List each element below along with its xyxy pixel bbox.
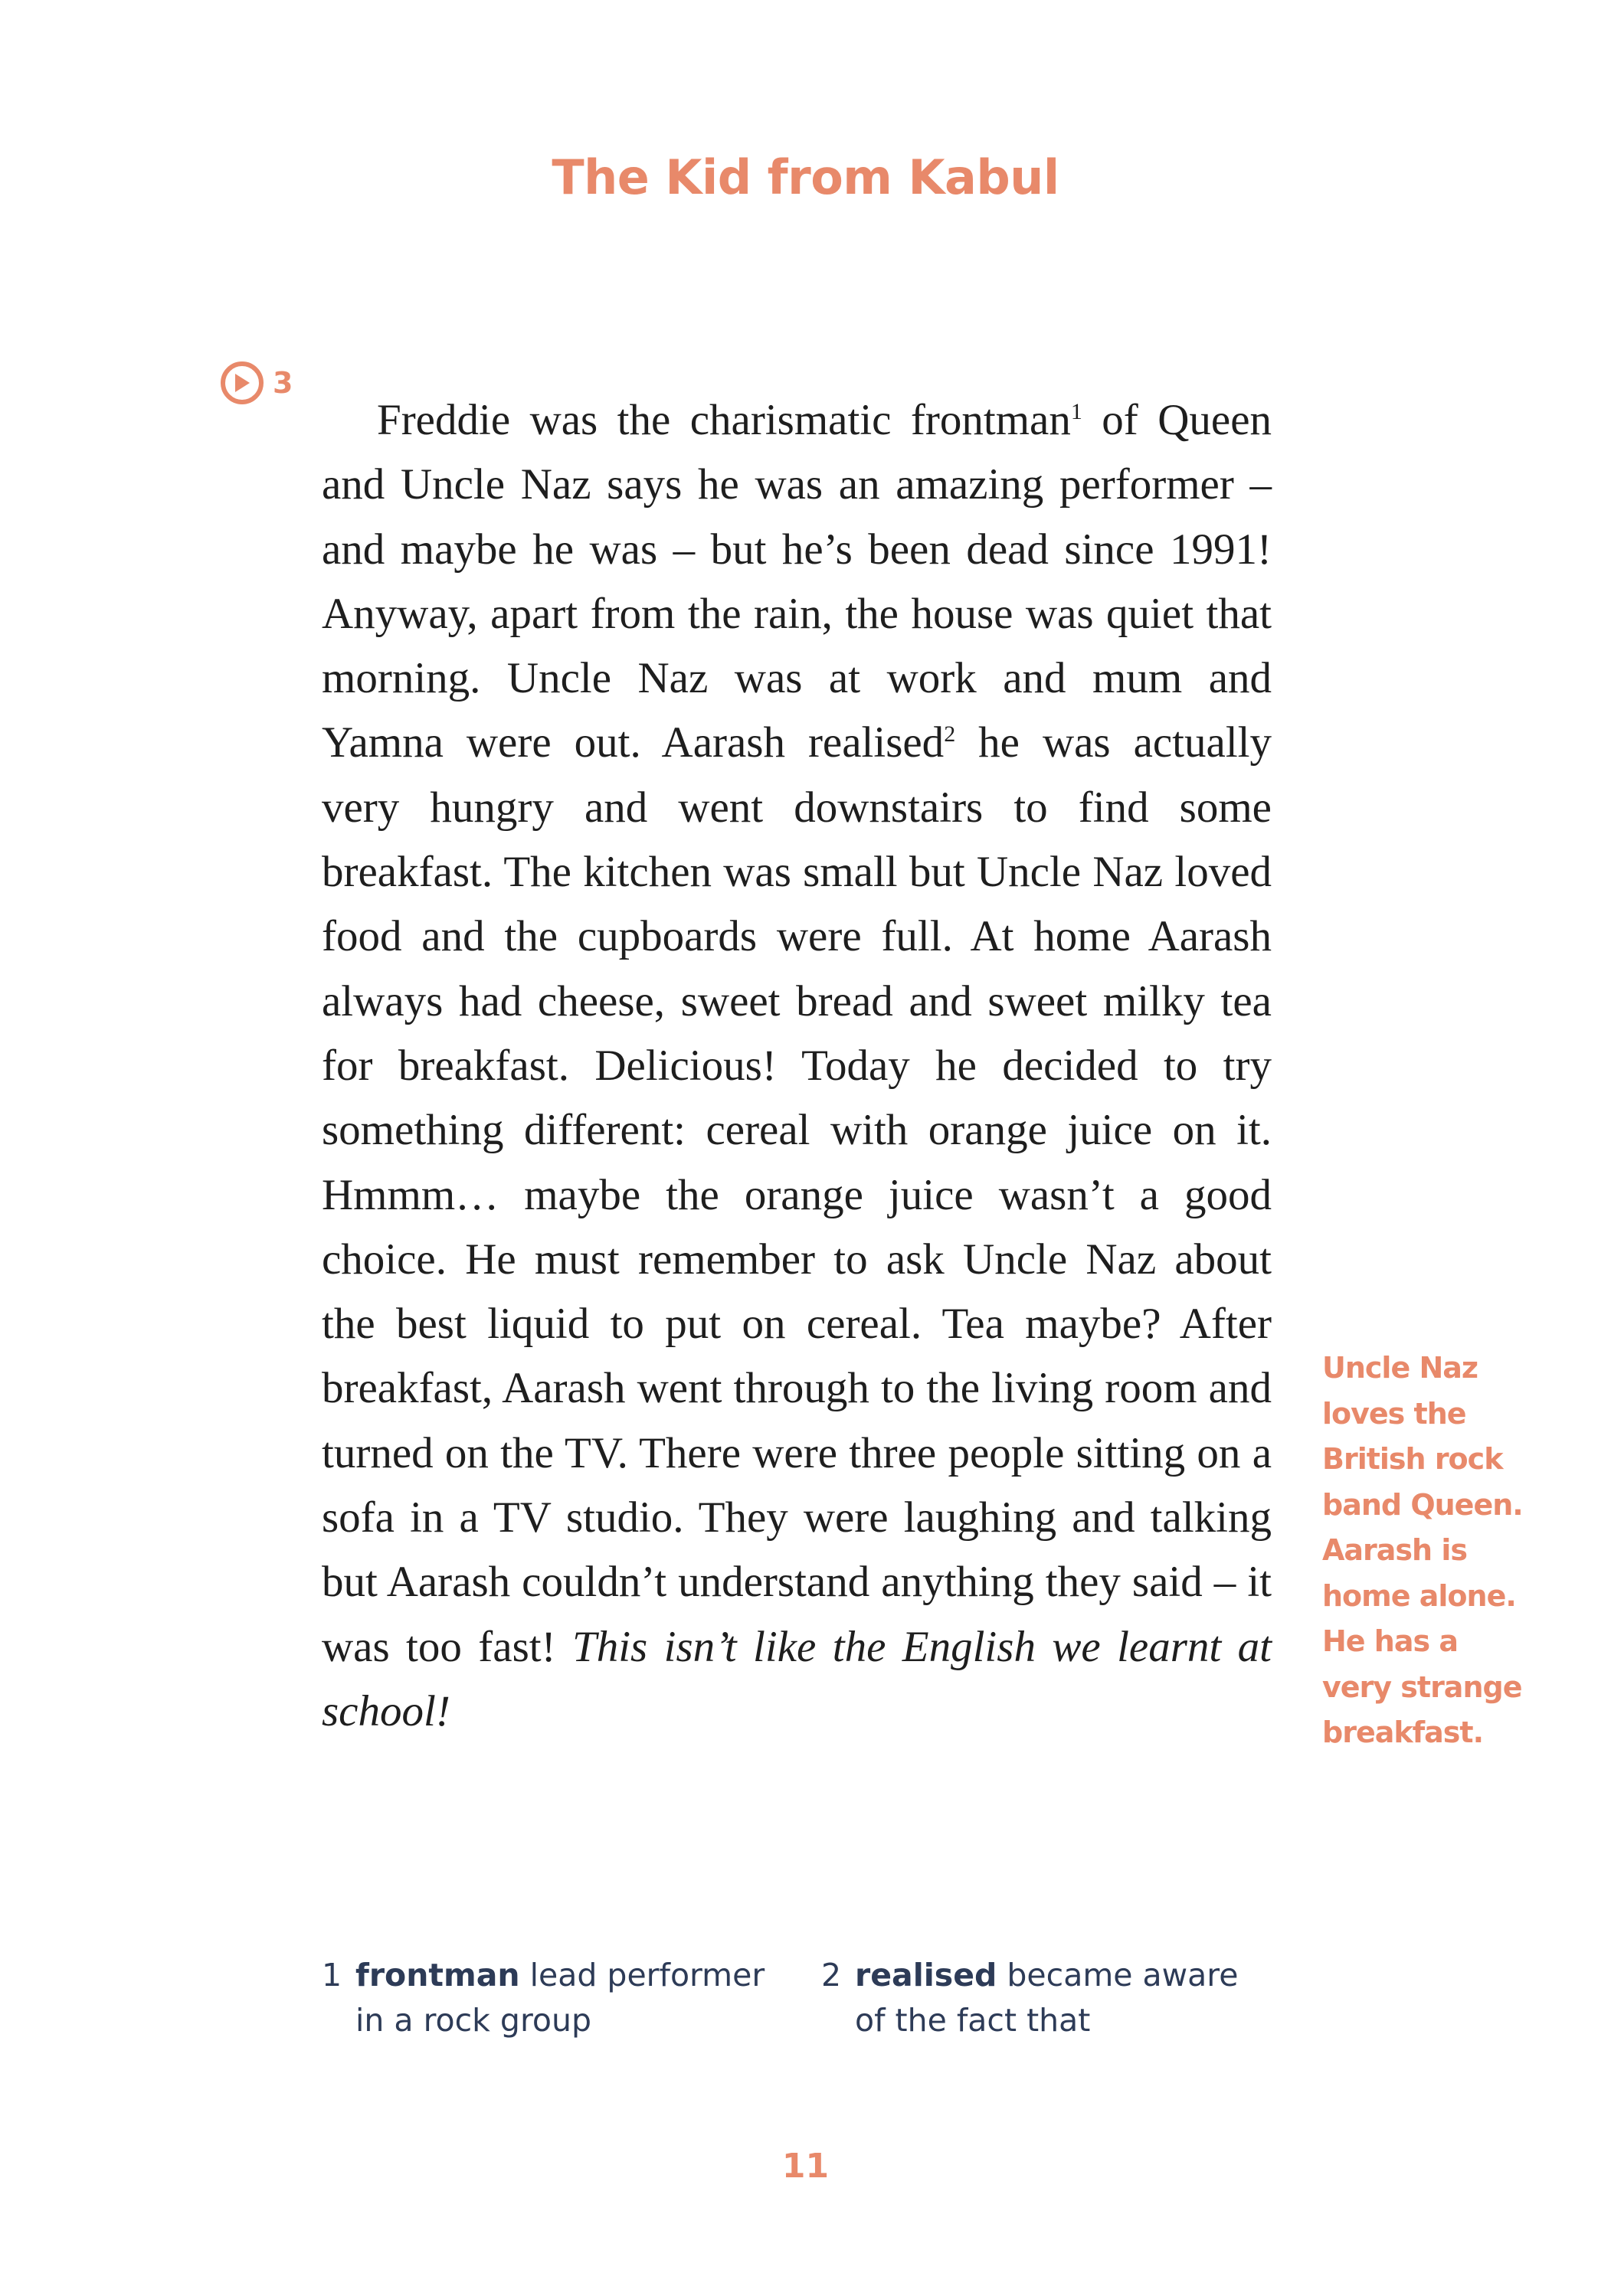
play-triangle-icon <box>234 373 250 393</box>
sidenote-line: breakfast. <box>1322 1715 1484 1749</box>
footnote-1 <box>322 1953 781 2043</box>
story-paragraph <box>322 388 1272 1744</box>
footnote-text <box>355 1953 781 2043</box>
sidenote-line: loves the <box>1322 1396 1466 1431</box>
chapter-title: The Kid from Kabul <box>552 149 1059 205</box>
sidenote-line: very strange <box>1322 1670 1522 1704</box>
margin-summary-note <box>1322 1346 1544 1756</box>
audio-track-marker[interactable] <box>221 361 293 404</box>
footnote-text <box>855 1953 1250 2043</box>
sidenote-line: British rock <box>1322 1442 1503 1476</box>
footnote-term: frontman <box>355 1957 520 1993</box>
sidenote-line: Aarash is <box>1322 1533 1467 1567</box>
footnote-definition: became aware of the fact that <box>855 1957 1239 2039</box>
sidenote-line: Uncle Naz <box>1322 1351 1478 1385</box>
body-segment-2: of Queen and Uncle Naz says he was an amazing performer – and maybe he was – but he’s been dead since 1991! Anyway, apart from the rain, the house was quiet that morning. Uncle Naz was at work and mum and Yamna were out. Aarash realised <box>322 396 1272 767</box>
footnote-number: 1 <box>322 1957 342 1993</box>
footnote-number: 2 <box>821 1957 842 1993</box>
play-circle-icon[interactable] <box>221 361 264 404</box>
footnote-2 <box>821 1953 1250 2043</box>
sidenote-line: band Queen. <box>1322 1487 1523 1522</box>
page-number: 11 <box>781 2147 830 2186</box>
body-segment-3: he was actually very hungry and went downstairs to find some breakfast. The kitchen was small but Uncle Naz loved food and the cupboards were full. At home Aarash always had cheese, sweet bread and sweet milky tea for breakfast. Delicious! Today he decided to try something different: cereal with orange juice on it. Hmmm… maybe the orange juice wasn’t a good choice. He must remember to ask Uncle Naz about the best liquid to put on cereal. Tea maybe? After breakfast, Aarash went through to the living room and turned on the TV. There were three people sitting on a sofa in a TV studio. They were laughing and talking but Aarash couldn’t understand anything they said – it was too fast! <box>322 718 1272 1671</box>
footnote-term: realised <box>855 1957 997 1993</box>
audio-track-number: 3 <box>273 366 293 400</box>
sidenote-line: home alone. <box>1322 1578 1516 1613</box>
body-segment-1: Freddie was the charismatic frontman <box>377 396 1071 444</box>
footnote-definition: lead performer in a rock group <box>355 1957 765 2039</box>
footnote-ref-1: 1 <box>1070 399 1082 424</box>
italic-thought: This isn’t like the English we learnt at school! <box>322 1622 1272 1735</box>
sidenote-line: He has a <box>1322 1624 1458 1658</box>
footnote-ref-2: 2 <box>944 721 956 747</box>
